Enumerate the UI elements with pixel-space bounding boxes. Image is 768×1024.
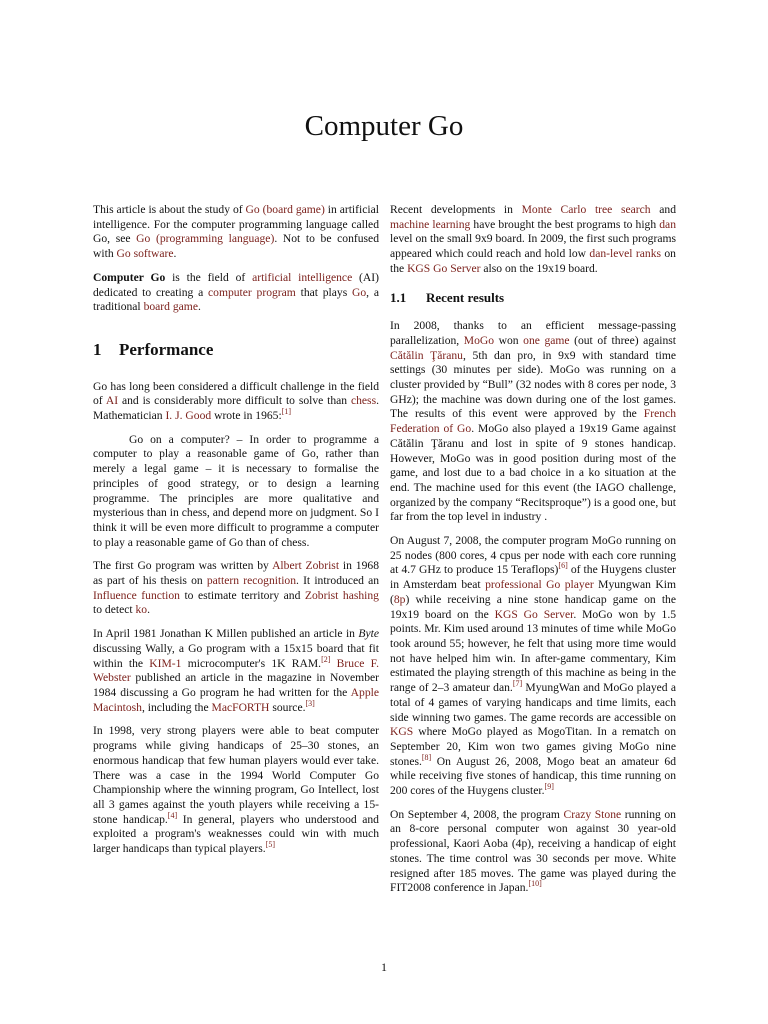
text: . It introduced an bbox=[296, 574, 380, 588]
section-title: Performance bbox=[119, 339, 214, 359]
link-apple-macintosh[interactable]: Apple Macintosh bbox=[93, 685, 379, 714]
citation-3[interactable]: [3] bbox=[305, 698, 315, 708]
section-number: 1 bbox=[93, 339, 102, 359]
link-chess[interactable]: chess bbox=[350, 394, 377, 408]
blockquote: Go on a computer? – In order to programme a computer to play a reasonable game of Go, rather than merely a legal game – it is necessary to formalise the principles of good strategy, or to design a learning programme. The principles are more qualitative and mysterious than in chess, and depend more on judgment. So I think it will be even more difficult to programme a computer to play a reasonable game of Go than of chess. bbox=[93, 432, 379, 549]
link-8p[interactable]: 8p bbox=[393, 592, 406, 606]
right-column bbox=[390, 203, 676, 905]
intro-paragraph bbox=[93, 271, 379, 315]
link-pattern-recognition[interactable]: pattern recognition bbox=[206, 574, 297, 588]
text: , including the bbox=[141, 700, 212, 714]
text: to estimate territory and bbox=[179, 588, 305, 602]
text: Recent developments in bbox=[390, 203, 522, 216]
section-heading-recent-results bbox=[390, 291, 676, 306]
page-number: 1 bbox=[381, 960, 387, 974]
link-go-programming-language[interactable]: Go (programming language) bbox=[136, 232, 275, 246]
citation-6[interactable]: [6] bbox=[558, 561, 568, 571]
text: microcomputer's 1K RAM. bbox=[181, 656, 322, 670]
text: and is considerably more difficult to solve than bbox=[118, 394, 351, 408]
link-influence-function[interactable]: Influence function bbox=[93, 588, 180, 602]
citation-5[interactable]: [5] bbox=[265, 840, 275, 850]
link-ko[interactable]: ko bbox=[135, 603, 148, 617]
text: (out of three) against bbox=[569, 333, 676, 347]
text: have brought the best programs to high bbox=[470, 217, 660, 231]
section-heading-performance bbox=[93, 339, 379, 359]
intro-bold-term: Computer Go bbox=[93, 270, 166, 284]
text: . Mathematician bbox=[93, 394, 379, 423]
link-board-game[interactable]: board game bbox=[143, 300, 198, 314]
link-kim-1[interactable]: KIM-1 bbox=[149, 656, 182, 670]
text: source. bbox=[269, 700, 306, 714]
text: discussing Wally, a Go program with a 15x15 board that fit within the bbox=[93, 641, 379, 670]
text: (AI) dedicated to creating a bbox=[93, 270, 379, 299]
text: wrote in 1965: bbox=[211, 409, 282, 423]
text: . MoGo won by 1.5 points. Mr. Kim used around 13 minutes of time while MoGo took around 55; however, he felt that using more time would not have helped him win. In after-game commentary, Kim estimated the playing strength of this machine as being in the range of 2–3 amateur dan. bbox=[390, 607, 677, 695]
link-machine-learning[interactable]: machine learning bbox=[390, 217, 471, 231]
link-ij-good[interactable]: I. J. Good bbox=[165, 409, 212, 423]
text: On August 26, 2008, Mogo beat an amateur 6d while receiving five stones of handicap, this time running on 200 cores of the Huygens cluster. bbox=[390, 754, 676, 798]
link-dan[interactable]: dan bbox=[659, 217, 676, 231]
page-title: Computer Go bbox=[304, 110, 464, 142]
hatnote bbox=[93, 203, 379, 262]
link-kgs[interactable]: KGS bbox=[390, 725, 414, 739]
text: . Not to be confused with bbox=[93, 232, 379, 261]
text: This article is about the study of bbox=[93, 203, 246, 216]
text: of the Huygens cluster in Amsterdam beat bbox=[390, 563, 676, 592]
link-monte-carlo-tree-search[interactable]: Monte Carlo tree search bbox=[521, 203, 651, 216]
text: Myungwan Kim ( bbox=[390, 578, 676, 606]
link-professional-go-player[interactable]: professional Go player bbox=[485, 578, 594, 592]
april-1981-paragraph bbox=[93, 627, 379, 715]
link-macforth[interactable]: MacFORTH bbox=[211, 700, 270, 714]
2008-paragraph bbox=[390, 319, 676, 525]
link-kgs-go-server[interactable]: KGS Go Server bbox=[407, 261, 481, 275]
citation-1[interactable]: [1] bbox=[281, 407, 292, 417]
link-crazy-stone[interactable]: Crazy Stone bbox=[563, 807, 622, 821]
september-4-paragraph bbox=[390, 808, 676, 896]
text: that plays bbox=[295, 285, 352, 299]
performance-paragraph bbox=[93, 380, 379, 424]
text: level on the small 9x9 board. In 2009, the first such programs appeared which could reach and hold low bbox=[390, 232, 676, 261]
link-go[interactable]: Go bbox=[352, 285, 367, 299]
text: in 1968 as part of his thesis on bbox=[93, 559, 379, 588]
link-computer-program[interactable]: computer program bbox=[208, 285, 296, 299]
text: . bbox=[147, 603, 150, 617]
link-zobrist-hashing[interactable]: Zobrist hashing bbox=[304, 588, 379, 602]
text: in artificial intelligence. For the computer programming language called Go, see bbox=[93, 203, 379, 246]
section-title: Recent results bbox=[426, 289, 505, 305]
text: and bbox=[650, 203, 676, 216]
link-ai[interactable]: AI bbox=[105, 394, 119, 408]
text: . bbox=[197, 300, 201, 314]
left-column bbox=[93, 203, 379, 866]
text: published an article in the magazine in November 1984 discussing a Go program he had written for the bbox=[93, 671, 379, 699]
link-mogo[interactable]: MoGo bbox=[463, 333, 495, 347]
text: MyungWan and MoGo played a total of 4 games of varying handicaps and time limits, each side winning two games. The game records are accessible on bbox=[390, 681, 676, 724]
text: where MoGo played as MogoTitan. In a rematch on September 20, Kim won two games giving MoGo nine stones. bbox=[390, 725, 676, 768]
citation-10[interactable]: [10] bbox=[528, 879, 542, 889]
recent-developments-paragraph bbox=[390, 203, 676, 277]
text: The first Go program was written by bbox=[93, 559, 273, 573]
link-french-federation-of-go[interactable]: French Federation of Go bbox=[390, 407, 676, 436]
citation-2[interactable]: [2] bbox=[321, 654, 331, 664]
link-catalin-taranu[interactable]: Cătălin Ţăranu bbox=[390, 348, 463, 362]
first-program-paragraph bbox=[93, 559, 379, 618]
text: In April 1981 Jonathan K Millen published an article in bbox=[93, 627, 359, 641]
text: is the field of bbox=[165, 270, 253, 284]
link-albert-zobrist[interactable]: Albert Zobrist bbox=[272, 559, 340, 573]
link-go-board-game[interactable]: Go (board game) bbox=[245, 203, 325, 216]
section-number: 1.1 bbox=[390, 289, 407, 305]
text: running on an 8-core personal computer won against 30 year-old professional, Kaori Aoba (4p), receiving a handicap of eight stones. The time control was 30 seconds per move. White resigned after 185 moves. The game was played during the FIT2008 conference in Japan. bbox=[390, 807, 676, 895]
text: also on the 19x19 board. bbox=[480, 261, 598, 275]
text: ) while receiving a nine stone handicap game on the 19x19 board on the bbox=[390, 592, 676, 621]
text: In 1998, very strong players were able to beat computer programs while giving handicaps of 25–30 stones, an enormous handicap that few human players would ever take. There was a case in the 1994 World Computer Go Championship where the winning program, Go Intellect, lost all 3 games against the youth players while receiving a 15-stone handicap. bbox=[93, 724, 379, 826]
link-artificial-intelligence[interactable]: artificial intelligence bbox=[252, 270, 353, 284]
citation-4[interactable]: [4] bbox=[167, 810, 178, 820]
text: On August 7, 2008, the computer program MoGo running on 25 nodes (800 cores, 4 cpus per node with each core running at 4.7 GHz to produce 15 Teraflops) bbox=[390, 534, 676, 577]
text: In general, players who understood and exploited a program's weaknesses could win with much larger handicaps than typical players. bbox=[93, 812, 379, 856]
link-bruce-webster[interactable]: Bruce F. Webster bbox=[93, 656, 380, 685]
link-kgs-go-server-2[interactable]: KGS Go Server bbox=[494, 607, 574, 621]
text: On September 4, 2008, the program bbox=[390, 807, 564, 821]
citation-8[interactable]: [8] bbox=[421, 752, 432, 762]
link-one-game[interactable]: one game bbox=[523, 333, 570, 347]
text: won bbox=[494, 333, 524, 347]
text: Go has long been considered a difficult challenge in the field of bbox=[93, 379, 379, 408]
text: to detect bbox=[93, 603, 136, 617]
byte-magazine-title: Byte bbox=[358, 627, 379, 641]
text: , 5th dan pro, in 9x9 with standard time settings (30 minutes per side). MoGo was running on a cluster provided by “Bull” (32 nodes with 8 cores per node, 3 GHz); the machine was down during one of the lost games. The results of this event were approved by the bbox=[390, 348, 676, 421]
link-go-software[interactable]: Go software bbox=[116, 247, 174, 261]
august-7-paragraph bbox=[390, 534, 676, 799]
text: . bbox=[173, 247, 177, 261]
link-dan-level-ranks[interactable]: dan-level ranks bbox=[589, 247, 662, 261]
text: , a traditional bbox=[93, 285, 379, 314]
citation-9[interactable]: [9] bbox=[544, 782, 554, 792]
text: In 2008, thanks to an efficient message-passing parallelization, bbox=[390, 319, 676, 347]
1998-paragraph bbox=[93, 724, 379, 856]
text: on the bbox=[390, 247, 676, 275]
citation-7[interactable]: [7] bbox=[512, 679, 523, 689]
text: . MoGo also played a 19x19 Game against Cătălin Ţăranu and lost in spite of 9 stones handicap. However, MoGo was in good position during most of the game, and lost due to a bad choice in a ko situation at the end. The machine used for this event (the IAGO challenge, organized by the company “Recitsproque”) is a good one, but far from the top level in industry . bbox=[390, 422, 676, 524]
